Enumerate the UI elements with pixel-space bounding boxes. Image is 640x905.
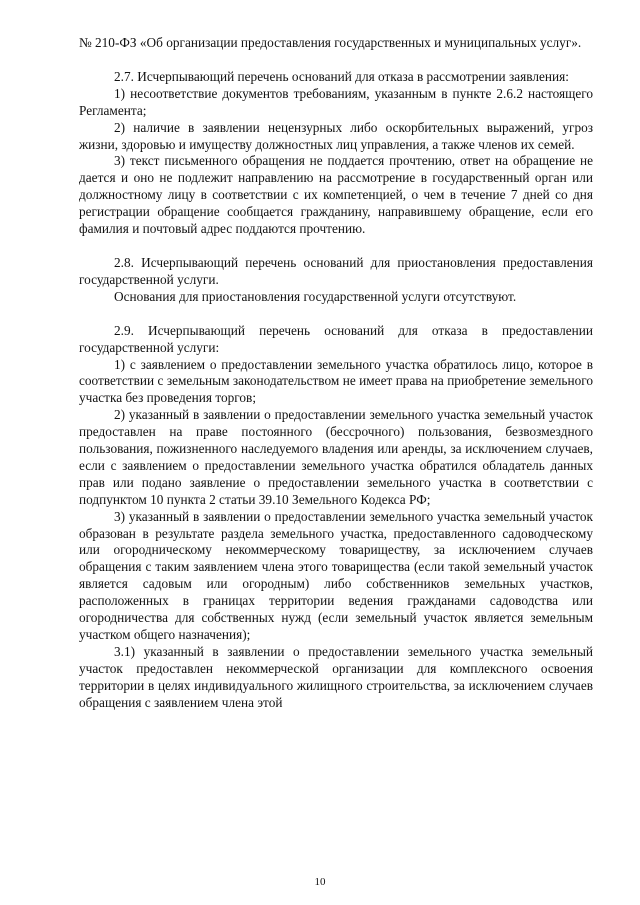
paragraph-spacer — [79, 306, 593, 323]
paragraph-2-9-item-3-1: 3.1) указанный в заявлении о предоставлении земельного участка земельный участок предоставлен некоммерческой организации для комплексного освоения территории в целях индивидуального жилищного строительства, за исключением случаев обращения с заявлением члена этой — [79, 643, 593, 710]
paragraph-2-9-item-1: 1) с заявлением о предоставлении земельного участка обратилось лицо, которое в соответствии с земельным законодательством не имеет права на приобретение земельного участка без проведения торгов; — [79, 356, 593, 406]
paragraph-spacer — [79, 52, 593, 69]
paragraph-spacer — [79, 238, 593, 255]
paragraph-2-9-item-2: 2) указанный в заявлении о предоставлении земельного участка земельный участок предоставлен на праве постоянного (бессрочного) пользования, безвозмездного пользования, пожизненного наследуемого владения или аренды, за исключением случаев, если с заявлением о предоставлении земельного участка обратился обладатель данных прав или подано заявление о предоставлении земельного участка в соответствии с подпунктом 10 пункта 2 статьи 39.10 Земельного Кодекса РФ; — [79, 407, 593, 507]
paragraph-2-7-heading: 2.7. Исчерпывающий перечень оснований для отказа в рассмотрении заявления: — [114, 68, 569, 84]
page-number: 10 — [314, 876, 326, 888]
paragraph-2-7-item-2: 2) наличие в заявлении нецензурных либо оскорбительных выражений, угроз жизни, здоровью и имуществу должностных лиц управления, а также членов их семей. — [79, 119, 593, 152]
paragraph-2-9-item-3: 3) указанный в заявлении о предоставлении земельного участка земельный участок образован в результате раздела земельного участка, предоставленного садоводческому или огородническому некоммерческому товариществу, за исключением случаев обращения с таким заявлением члена этого товарищества (если такой земельный участок является садовым или огородным) либо собственников земельных участков, расположенных в границах территории ведения гражданами садоводства или огородничества для собственных нужд (если земельный участок является земельным участком общего назначения); — [79, 508, 593, 642]
paragraph-2-7-item-3: 3) текст письменного обращения не поддается прочтению, ответ на обращение не дается и оно не подлежит направлению на рассмотрение в государственный орган или должностному лицу в соответствии с их компетенцией, о чем в течение 7 дней со дня регистрации обращение сообщается гражданину, направившему обращение, если его фамилия и почтовый адрес поддаются прочтению. — [79, 153, 593, 237]
paragraph-law-reference: № 210-ФЗ «Об организации предоставления государственных и муниципальных услуг». — [79, 35, 582, 50]
paragraph-2-8-body: Основания для приостановления государственной услуги отсутствуют. — [114, 288, 517, 304]
paragraph-2-8-heading: 2.8. Исчерпывающий перечень оснований для приостановления предоставления государственной услуги. — [79, 254, 593, 287]
paragraph-2-7-item-1: 1) несоответствие документов требованиям, указанным в пункте 2.6.2 настоящего Регламента; — [79, 85, 593, 118]
paragraph-2-9-heading: 2.9. Исчерпывающий перечень оснований для отказа в предоставлении государственной услуги: — [79, 322, 593, 355]
document-body — [79, 35, 593, 712]
